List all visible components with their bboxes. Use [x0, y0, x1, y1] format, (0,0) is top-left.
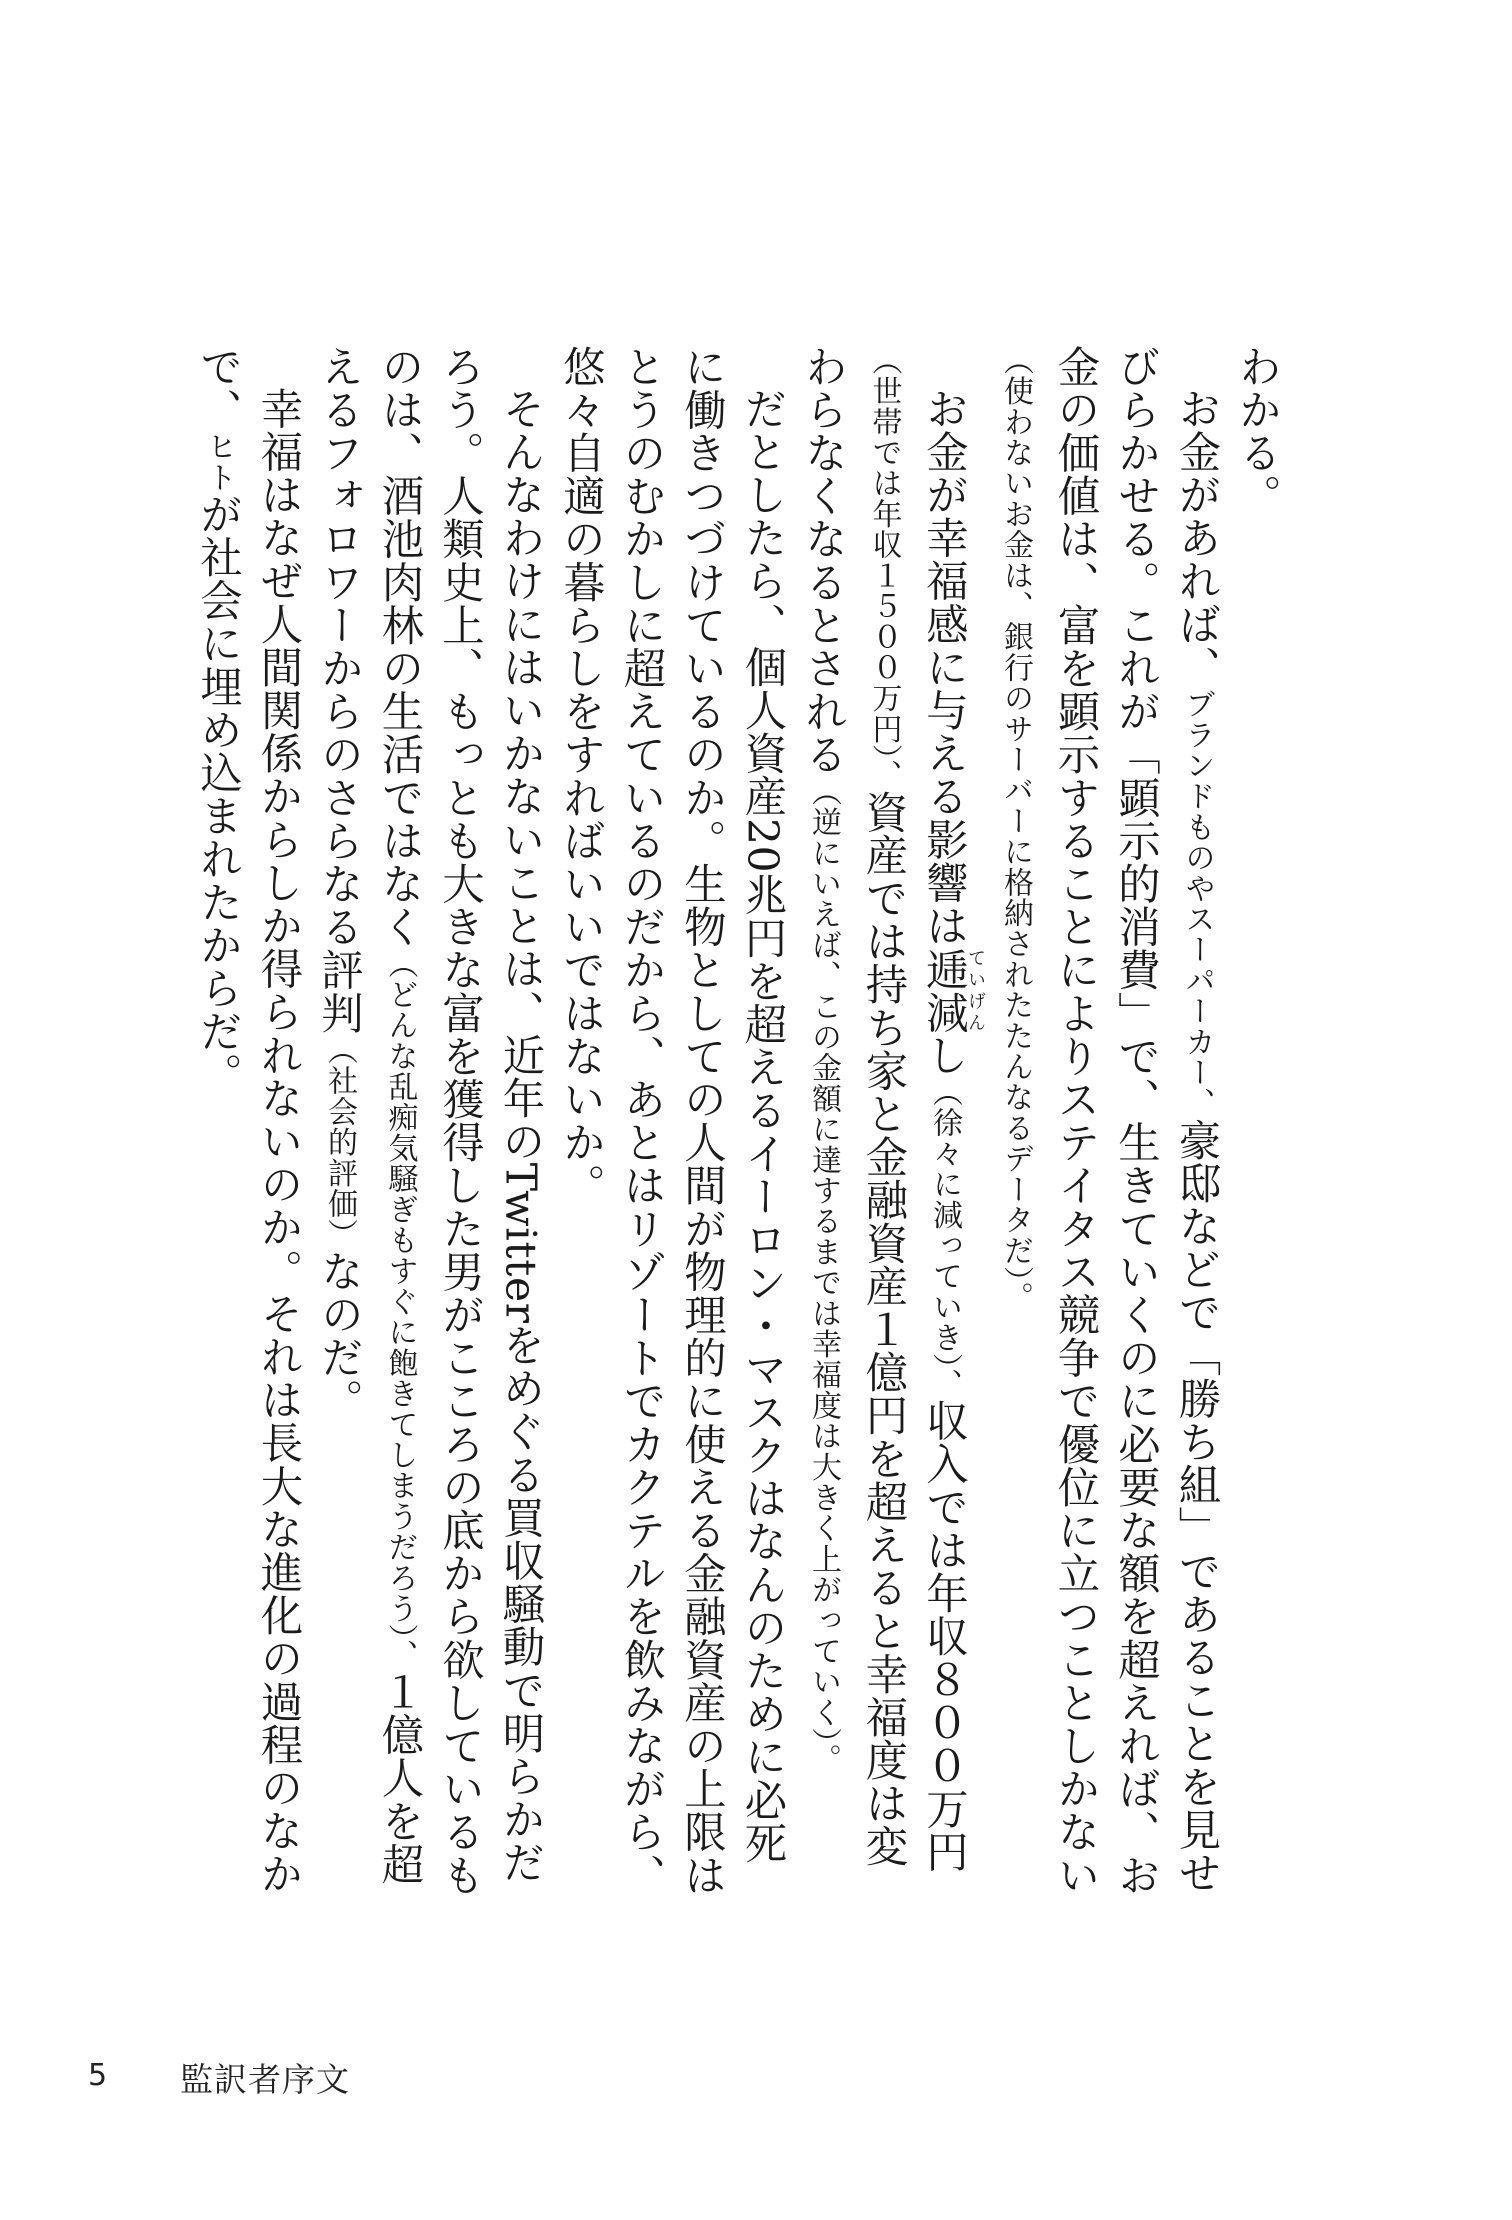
- inline-small-annotation: ブランドものやスーパーカー、: [1179, 689, 1215, 1119]
- text-segment: そんなわけにはいかないことは、近年のTwitterをめぐる買収騒動で明らかだろう。人類史上、もっとも大きな富を獲得した男がこころの底から欲しているものは、酒池肉林の生活ではなく: [375, 345, 546, 1897]
- inline-small-annotation: （どんな乱痴気騒ぎもすぐに飽きてしまうだろう）、: [382, 948, 418, 1671]
- paragraph: [551, 345, 793, 1905]
- vertical-body-text: [187, 345, 1287, 1905]
- inline-small-annotation: ヒト: [201, 431, 236, 493]
- text-segment: なのだ。: [315, 1249, 364, 1422]
- text-segment: が社会に埋め込まれたからだ。: [194, 492, 243, 1097]
- text-segment: １億人を超えるフォロワーからのさらなる評判: [315, 345, 425, 1886]
- text-segment: 幸福はなぜ人間関係からしか得られないのか。それは長大な進化の過程のなかで、: [194, 345, 304, 1896]
- furigana-reading: ていげん: [965, 947, 986, 1034]
- text-segment: わかる。: [1233, 345, 1282, 518]
- inline-small-annotation: （世帯では年収１５００万円）、: [866, 345, 902, 791]
- paragraph: [309, 345, 551, 1905]
- furigana-word: 逓減ていげん: [920, 947, 986, 1034]
- inline-small-annotation: （社会的評価）: [322, 1034, 357, 1250]
- inline-small-annotation: （使わないお金は、銀行のサーバーに格納されたたんなるデータだ）。: [998, 345, 1033, 1313]
- text-segment: だとしたら、個人資産20兆円を超えるイーロン・マスクはなんのために必死に働きつづけているのか。生物としての人間が物理的に使える金融資産の上限はとうのむかしに超えているのだから、あとはリゾートでカクテルを飲みながら、悠々自適の暮らしをすればいいではないか。: [557, 345, 788, 1897]
- text-segment: 収入では年収８００万円: [920, 1399, 969, 1874]
- page-number: 5: [88, 2058, 108, 2093]
- paragraph: [1227, 345, 1288, 1905]
- text-segment: お金が幸福感に与える影響は逓減ていげんし: [920, 387, 986, 1078]
- paragraph: [985, 345, 1227, 1905]
- text-segment: 豪邸などで「勝ち組」であることを見せびらかせる。これが「顕示的消費」で、生きていくのに必要な額を超えれば、お金の価値は、富を顕示することによりステイタス競争で優位に立つことしかない: [1051, 345, 1222, 1897]
- text-segment: お金があれば、: [1172, 387, 1222, 690]
- paragraph: [188, 345, 309, 1905]
- text-segment: 資産では持ち家と金融資産１億円を超えると幸福度は変わらなくなるとされる: [799, 345, 909, 1868]
- inline-small-annotation: （逆にいえば、この金額に達するまでは幸福度は大きく上がっていく）。: [806, 776, 841, 1775]
- running-section-title: 監訳者序文: [180, 2060, 350, 2099]
- inline-small-annotation: （徐々に減っていき）、: [927, 1077, 962, 1400]
- paragraph: [793, 345, 985, 1905]
